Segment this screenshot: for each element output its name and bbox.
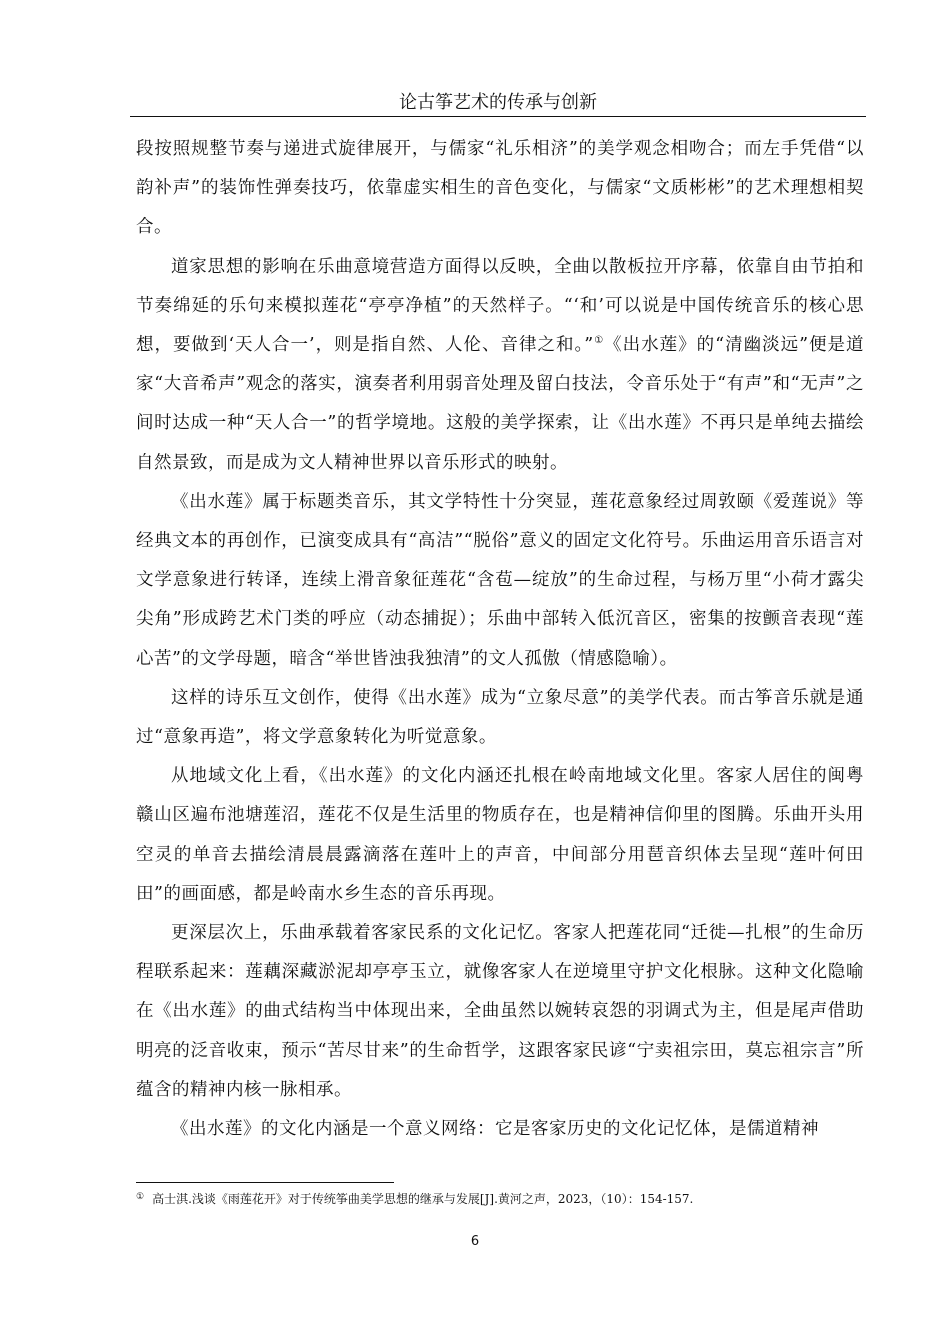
paragraph-meaning-network: 《出水莲》的文化内涵是一个意义网络：它是客家历史的文化记忆体，是儒道精神 — [171, 1119, 819, 1140]
paragraph-literary: 《出水莲》属于标题类音乐，其文学特性十分突显，莲花意象经过周敦颐《爱莲说》等经典文本的再创作，已演变成具有“高洁”“脱俗”意义的固定文化符号。乐曲运用音乐语言对文学意象进行转译，连续上滑音象征莲花“含苞—绽放”的生命过程，与杨万里“小荷才露尖尖角”形成跨艺术门类的呼应（动态捕捉）；乐曲中部转入低沉音区，密集的按颤音表现“莲心苦”的文学母题，暗含“举世皆浊我独清”的文人孤傲（情感隐喻）。 — [136, 491, 864, 669]
paragraph-taoism — [136, 248, 864, 483]
footnote-reference[interactable]: ① — [593, 335, 605, 347]
footnote-rule — [136, 1182, 394, 1183]
footnote-mark: ① — [136, 1192, 145, 1202]
body-text — [136, 130, 864, 1149]
running-header: 论古筝艺术的传承与创新 — [399, 92, 597, 113]
page-number: 6 — [470, 1234, 480, 1249]
paragraph-continued: 段按照规整节奏与递进式旋律展开，与儒家“礼乐相济”的美学观念相吻合；而左手凭借“以韵补声”的装饰性弹奏技巧，依靠虚实相生的音色变化，与儒家“文质彬彬”的艺术理想相契合。 — [136, 139, 864, 238]
paragraph-hakka-memory: 更深层次上，乐曲承载着客家民系的文化记忆。客家人把莲花同“迁徙—扎根”的生命历程联系起来：莲藕深藏淤泥却亭亭玉立，就像客家人在逆境里守护文化根脉。这种文化隐喻在《出水莲》的曲式结构当中体现出来，全曲虽然以婉转哀怨的羽调式为主，但是尾声借助明亮的泛音收束，预示“苦尽甘来”的生命哲学，这跟客家民谚“宁卖祖宗田，莫忘祖宗言”所蕴含的精神内核一脉相承。 — [136, 923, 864, 1100]
paragraph-taoism-part2: 《出水莲》的“清幽淡远”便是道家“大音希声”观念的落实，演奏者利用弱音处理及留白技法，令音乐处于“有声”和“无声”之间时达成一种“天人合一”的哲学境地。这般的美学探索，让《出水莲》不再只是单纯去描绘自然景致，而是成为文人精神世界以音乐形式的映射。 — [136, 335, 864, 473]
paragraph-regional: 从地域文化上看，《出水莲》的文化内涵还扎根在岭南地域文化里。客家人居住的闽粤赣山区遍布池塘莲沼，莲花不仅是生活里的物质存在，也是精神信仰里的图腾。乐曲开头用空灵的单音去描绘清晨晨露滴落在莲叶上的声音，中间部分用琶音织体去呈现“莲叶何田田”的画面感，都是岭南水乡生态的音乐再现。 — [136, 766, 864, 904]
paragraph-taoism-part1: 道家思想的影响在乐曲意境营造方面得以反映，全曲以散板拉开序幕，依靠自由节拍和节奏绵延的乐句来模拟莲花“亭亭净植”的天然样子。“‘和’可以说是中国传统音乐的核心思想，要做到‘天人合一’，则是指自然、人伦、音律之和。” — [136, 256, 864, 356]
header-rule — [130, 116, 866, 117]
paragraph-poetry-music: 这样的诗乐互文创作，使得《出水莲》成为“立象尽意”的美学代表。而古筝音乐就是通过“意象再造”，将文学意象转化为听觉意象。 — [136, 687, 864, 748]
footnote — [136, 1188, 864, 1208]
footnote-text: 高士淇.浅谈《雨莲花开》对于传统筝曲美学思想的继承与发展[J].黄河之声，2023，（10）：154-157. — [152, 1192, 694, 1206]
